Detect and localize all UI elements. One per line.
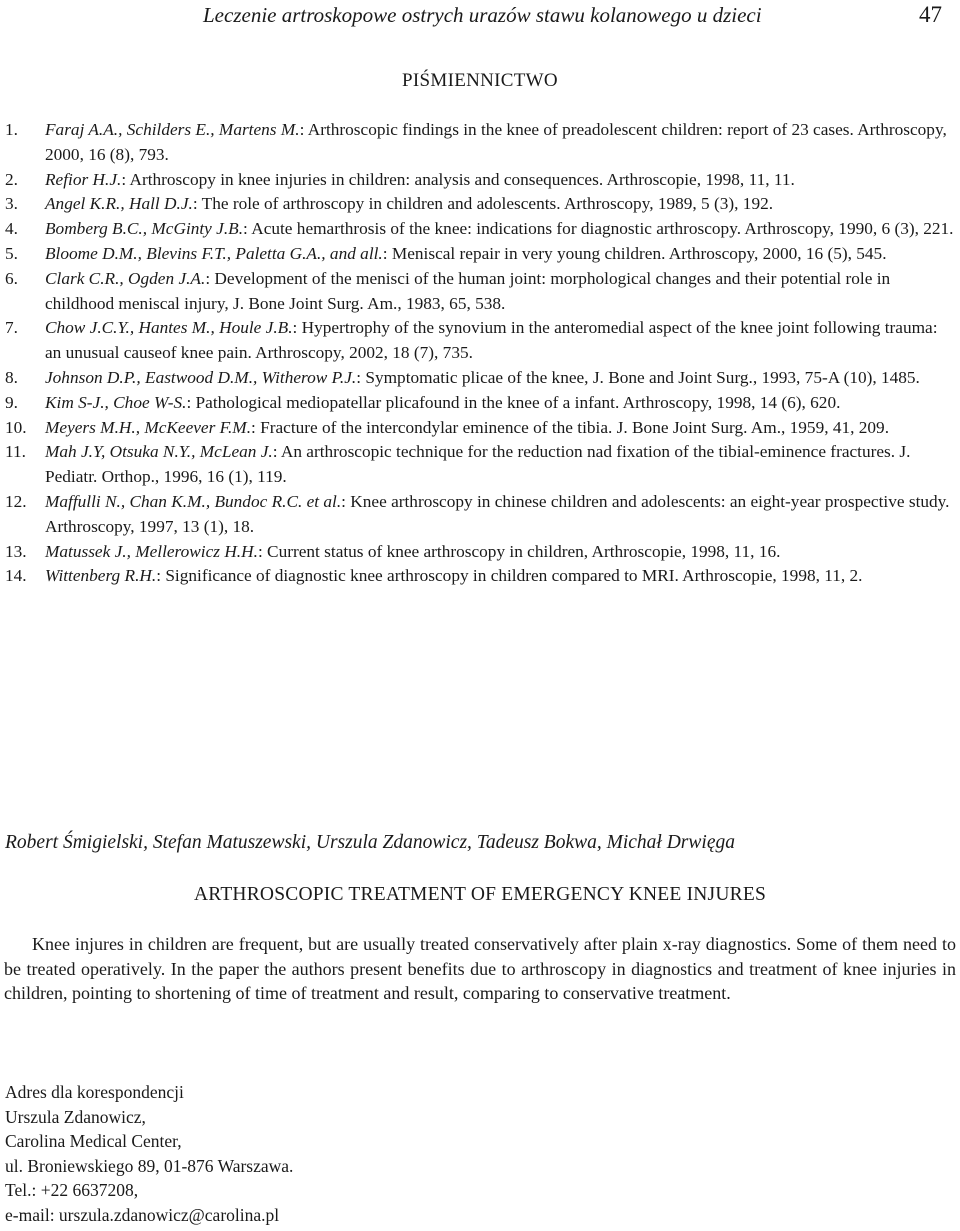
summary-abstract: Knee injures in children are frequent, but are usually treated conservatively after plain x-ray diagnostics. Some of them need to be treated operatively. In the paper the authors present benefits due to arthroscopy in diagnostics and treatment of knee injuries in children, pointing to shortening of time of treatment and result, comparing to conservative treatment. [4, 934, 956, 1004]
reference-item [0, 192, 955, 217]
reference-authors: Refior H.J. [45, 169, 122, 189]
reference-text: : Hypertrophy of the synovium in the anteromedial aspect of the knee joint following trauma: an unusual causeof knee pain. Arthroscopy, 2002, 18 (7), 735. [45, 318, 938, 363]
reference-number: 7. [5, 318, 18, 338]
reference-item [0, 118, 955, 168]
reference-number: 1. [5, 120, 18, 139]
reference-text: : An arthroscopic technique for the reduction nad fixation of the tibial-eminence fractures. J. Pediatr. Orthop., 1996, 16 (1), 119. [45, 442, 911, 487]
reference-authors: Chow J.C.Y., Hantes M., Houle J.B. [45, 318, 293, 338]
reference-authors: Wittenberg R.H. [45, 566, 157, 586]
reference-text: : Knee arthroscopy in chinese children and adolescents: an eight-year prospective study. Arthroscopy, 1997, 13 (1), 18. [45, 491, 950, 536]
running-header [0, 0, 960, 28]
reference-text: : Pathological mediopatellar plicafound in the knee of a infant. Arthroscopy, 1998, 14 (6), 620. [186, 392, 841, 412]
reference-item [0, 490, 955, 540]
reference-number: 10. [5, 417, 27, 437]
reference-number: 5. [5, 243, 18, 263]
reference-number: 8. [5, 367, 18, 387]
reference-item [0, 217, 955, 242]
reference-item [0, 416, 955, 441]
reference-number: 3. [5, 194, 18, 214]
reference-item [0, 391, 955, 416]
correspondence-name: Urszula Zdanowicz, [5, 1106, 146, 1127]
correspondence-heading: Adres dla korespondencji [5, 1082, 184, 1102]
reference-authors: Faraj A.A., Schilders E., Martens M. [45, 120, 300, 139]
page-number: 47 [919, 2, 942, 27]
reference-item [0, 366, 955, 391]
correspondence-phone: Tel.: +22 6637208, [5, 1180, 139, 1201]
reference-text: : Significance of diagnostic knee arthroscopy in children compared to MRI. Arthroscopie, 1998, 11, 2. [156, 566, 863, 586]
reference-item [0, 267, 955, 317]
reference-text: : Arthroscopy in knee injuries in children: analysis and consequences. Arthroscopie, 1998, 11, 11. [121, 169, 795, 189]
reference-number: 13. [5, 541, 27, 561]
reference-text: : Fracture of the intercondylar eminence of the tibia. J. Bone Joint Surg. Am., 1959, 41, 209. [251, 417, 890, 437]
reference-authors: Meyers M.H., McKeever F.M. [45, 417, 252, 437]
correspondence-institution: Carolina Medical Center, [5, 1131, 182, 1152]
reference-text: : Acute hemarthrosis of the knee: indications for diagnostic arthroscopy. Arthroscopy, 1990, 6 (3), 221. [243, 219, 954, 239]
reference-number: 12. [5, 491, 27, 511]
reference-number: 9. [5, 392, 18, 412]
reference-item [0, 564, 955, 589]
reference-item [0, 316, 955, 366]
reference-authors: Matussek J., Mellerowicz H.H. [45, 541, 258, 561]
reference-authors: Mah J.Y, Otsuka N.Y., McLean J. [45, 442, 273, 462]
reference-authors: Maffulli N., Chan K.M., Bundoc R.C. et al. [45, 491, 342, 511]
reference-text: : Development of the menisci of the human joint: morphological changes and their potential role in childhood meniscal injury, J. Bone Joint Surg. Am., 1983, 65, 538. [45, 268, 891, 313]
references-heading: PIŚMIENNICTWO [402, 70, 558, 91]
reference-list [0, 118, 960, 589]
reference-number: 4. [5, 219, 18, 239]
reference-authors: Johnson D.P., Eastwood D.M., Witherow P.J. [45, 367, 357, 387]
reference-authors: Clark C.R., Ogden J.A. [45, 268, 206, 288]
summary-authors: Robert Śmigielski, Stefan Matuszewski, Urszula Zdanowicz, Tadeusz Bokwa, Michał Drwięga [5, 832, 735, 853]
reference-authors: Bomberg B.C., McGinty J.B. [45, 219, 244, 239]
reference-text: : Symptomatic plicae of the knee, J. Bone and Joint Surg., 1993, 75-A (10), 1485. [356, 367, 920, 387]
reference-text: : Arthroscopic findings in the knee of preadolescent children: report of 23 cases. Arthroscopy, 2000, 16 (8), 793. [45, 120, 947, 164]
reference-number: 14. [5, 566, 27, 586]
reference-number: 6. [5, 268, 18, 288]
reference-authors: Bloome D.M., Blevins F.T., Paletta G.A., and all. [45, 243, 383, 263]
reference-text: : Current status of knee arthroscopy in children, Arthroscopie, 1998, 11, 16. [257, 541, 781, 561]
reference-number: 11. [5, 442, 26, 462]
reference-text: : Meniscal repair in very young children. Arthroscopy, 2000, 16 (5), 545. [382, 243, 887, 263]
reference-authors: Kim S-J., Choe W-S. [45, 392, 187, 412]
reference-item [0, 242, 955, 267]
reference-authors: Angel K.R., Hall D.J. [45, 194, 193, 214]
reference-item [0, 168, 955, 193]
summary-title: ARTHROSCOPIC TREATMENT OF EMERGENCY KNEE INJURES [194, 884, 766, 905]
reference-text: : The role of arthroscopy in children and adolescents. Arthroscopy, 1989, 5 (3), 192. [192, 194, 774, 214]
reference-item [0, 540, 955, 565]
reference-number: 2. [5, 169, 18, 189]
correspondence-email: e-mail: urszula.zdanowicz@carolina.pl [5, 1204, 280, 1225]
correspondence-address [5, 1080, 605, 1228]
correspondence-street: ul. Broniewskiego 89, 01-876 Warszawa. [5, 1155, 294, 1176]
reference-item [0, 440, 955, 490]
running-title: Leczenie artroskopowe ostrych urazów stawu kolanowego u dzieci [203, 3, 762, 27]
